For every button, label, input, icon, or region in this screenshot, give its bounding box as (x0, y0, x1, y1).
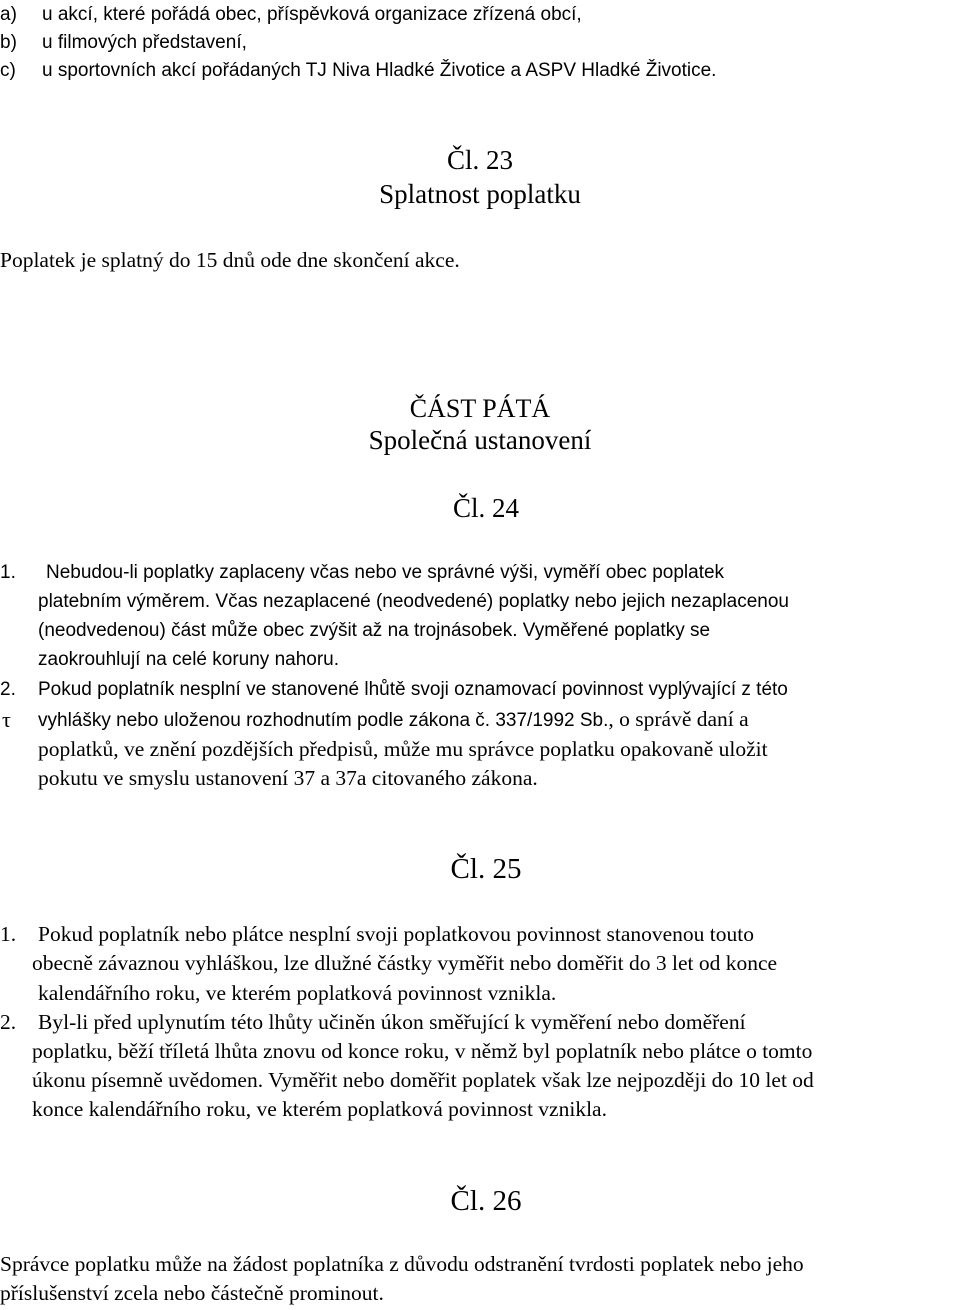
article-24-p1-line-2a-text: platebním výměrem. (38, 591, 211, 612)
article-24-p2-line-2b-text: , o správě daní a (608, 707, 749, 731)
list-marker-a: a) (0, 4, 17, 25)
article-25-p2-marker: 2. (0, 1010, 17, 1034)
article-25-p2-line-1: Byl-li před uplynutím této lhůty učiněn úkon směřující k vyměření nebo doměření (38, 1010, 746, 1034)
article-24-p1-line-3: (neodvedenou) část může obec zvýšit až na trojnásobek. Vyměřené poplatky se (38, 620, 711, 641)
article-25-p1-marker: 1. (0, 922, 17, 946)
article-24-p2-line-2a-text: vyhlášky nebo uloženou rozhodnutím podle zákona č. 337/1992 Sb. (38, 710, 609, 731)
list-marker-c: c) (0, 60, 16, 81)
article-24-p1-line-4: zaokrouhlují na celé koruny nahoru. (38, 649, 340, 670)
article-23-title: Splatnost poplatku (379, 179, 581, 209)
article-23-text: Poplatek je splatný do 15 dnů ode dne skončení akce. (0, 248, 460, 272)
list-item-a: u akcí, které pořádá obec, příspěvková organizace zřízená obcí, (42, 4, 582, 25)
article-24-p2-marker: 2. (0, 679, 16, 700)
list-marker-b: b) (0, 32, 17, 53)
tau-symbol: τ (2, 707, 11, 732)
article-25-p1-line-3: kalendářního roku, ve kterém poplatková povinnost vznikla. (38, 981, 557, 1005)
article-24-p2-line-1: Pokud poplatník nesplní ve stanovené lhůtě svoji oznamovací povinnost vyplývající z této (38, 679, 788, 700)
article-24-p1-line-2a (38, 587, 789, 616)
article-24-p1-marker: 1. (0, 562, 16, 583)
article-24-p2-line-4: pokutu ve smyslu ustanovení 37 a 37a citovaného zákona. (38, 766, 538, 790)
article-26-line-1: Správce poplatku může na žádost poplatníka z důvodu odstranění tvrdosti poplatek nebo jeho (0, 1252, 804, 1276)
part-five-subtitle: Společná ustanovení (368, 425, 592, 455)
article-26-line-2: příslušenství zcela nebo částečně prominout. (0, 1281, 384, 1305)
article-25-p2-line-3: úkonu písemně uvědomen. Vyměřit nebo doměřit poplatek však lze nejpozději do 10 let od (32, 1068, 814, 1092)
list-item-c: u sportovních akcí pořádaných TJ Niva Hladké Životice a ASPV Hladké Životice. (42, 60, 717, 81)
article-25-p1-line-2: obecně závaznou vyhláškou, lze dlužné částky vyměřit nebo doměřit do 3 let od konce (32, 951, 778, 975)
article-24-number: Čl. 24 (452, 493, 519, 523)
article-25-p1-line-1: Pokud poplatník nebo plátce nesplní svoji poplatkovou povinnost stanovenou touto (38, 922, 755, 946)
article-25-p2-line-4: konce kalendářního roku, ve kterém poplatková povinnost vznikla. (32, 1097, 607, 1121)
article-25-p2-line-2: poplatku, běží tříletá lhůta znovu od konce roku, v němž byl poplatník nebo plátce o tomto (32, 1039, 813, 1063)
article-24-p2-line-2 (38, 705, 749, 735)
article-26-number: Čl. 26 (450, 1185, 522, 1217)
part-five-title: ČÁST PÁTÁ (409, 394, 551, 423)
article-24-p2-line-3: poplatků, ve znění pozdějších předpisů, může mu správce poplatku opakovaně uložit (38, 737, 768, 761)
article-24-p1-line-2b-text: Včas nezaplacené (neodvedené) poplatky nebo jejich nezaplacenou (210, 591, 789, 612)
list-item-b: u filmových představení, (42, 32, 247, 53)
article-24-p1-line-1: Nebudou-li poplatky zaplaceny včas nebo ve správné výši, vyměří obec poplatek (46, 562, 725, 583)
article-23-number: Čl. 23 (446, 145, 513, 175)
article-25-number: Čl. 25 (450, 853, 522, 885)
